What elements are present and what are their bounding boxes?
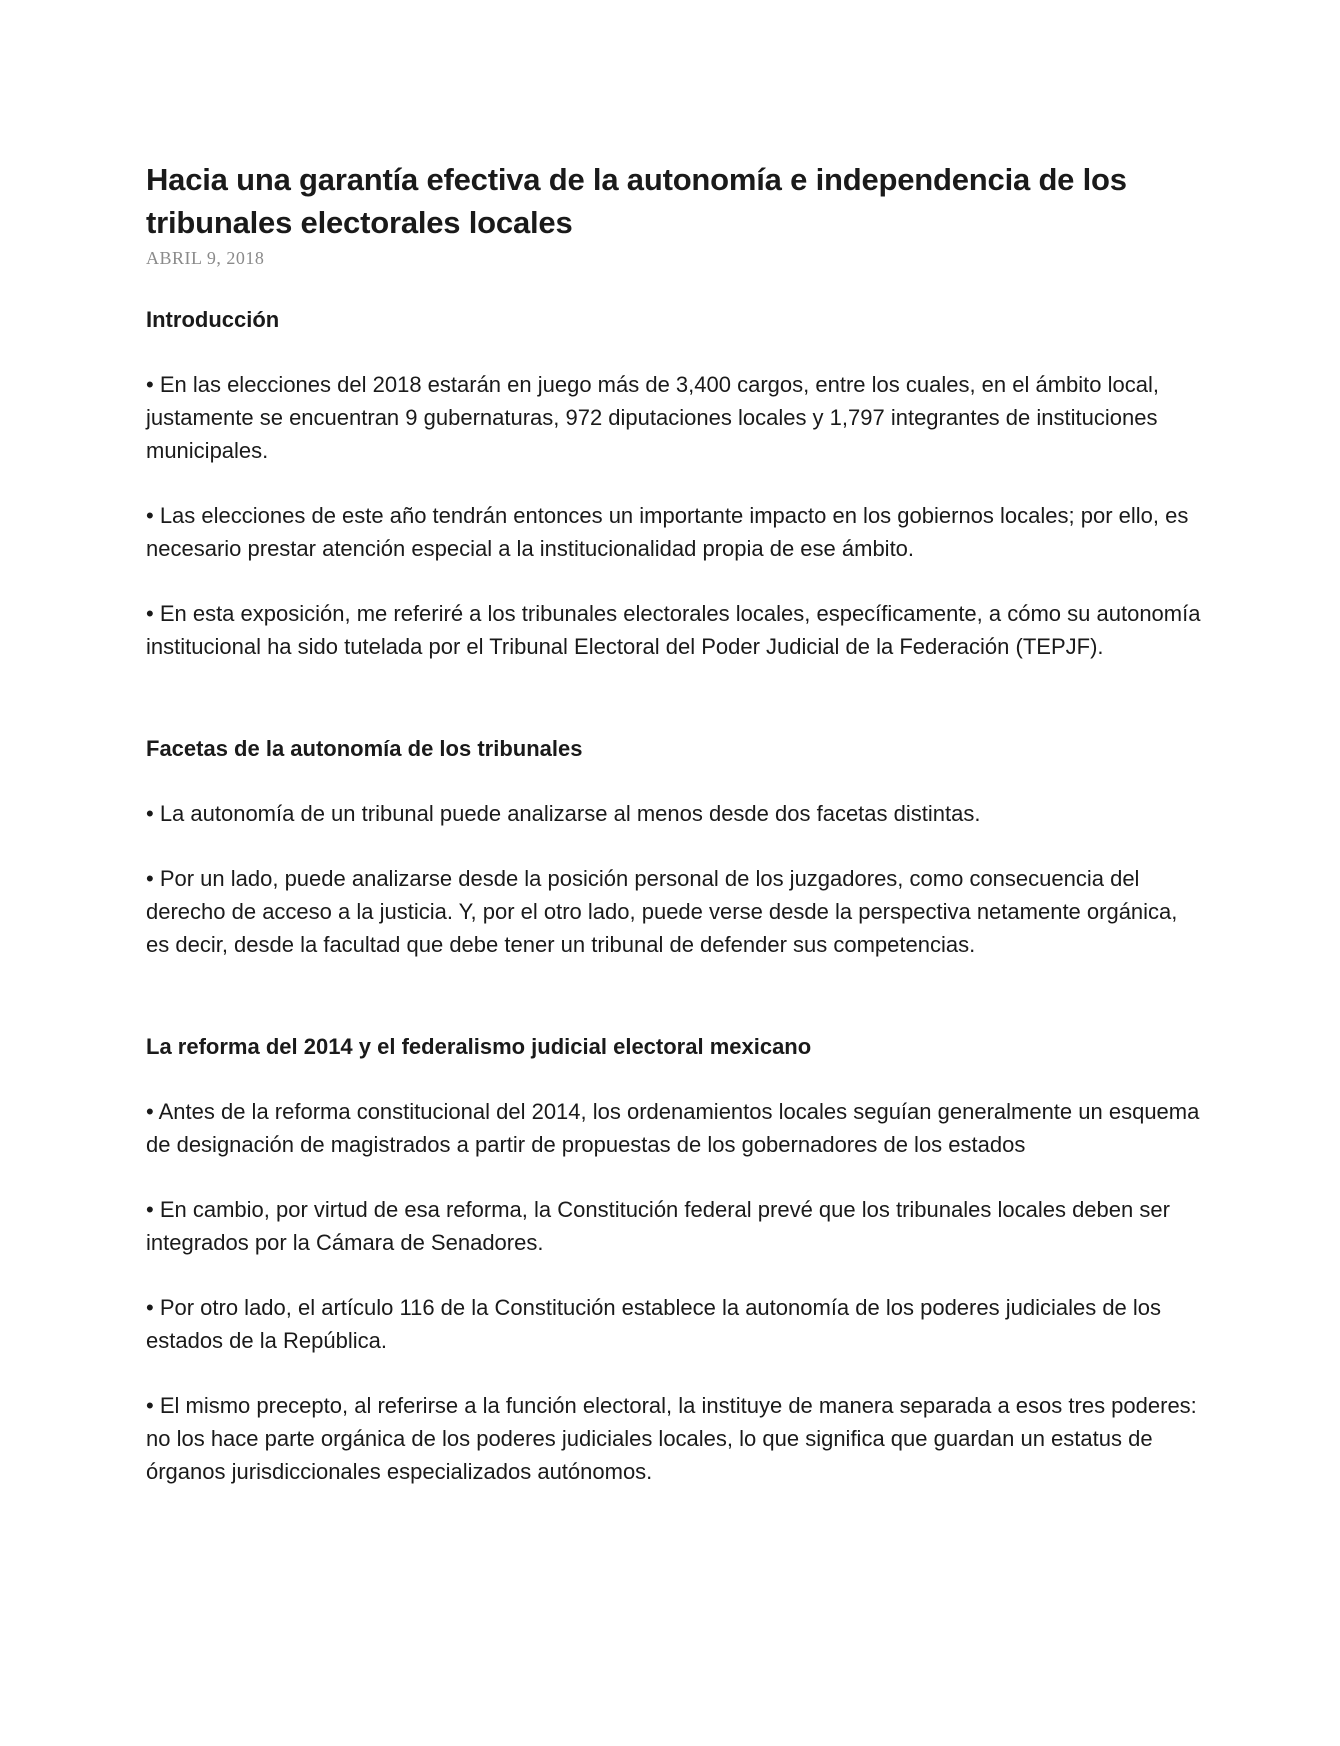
- section-reforma-2014: [146, 1031, 1206, 1488]
- article-date: ABRIL 9, 2018: [146, 248, 265, 268]
- bullet-paragraph: • Por otro lado, el artículo 116 de la Constitución establece la autonomía de los poderes judiciales de los estados de la República.: [146, 1295, 1162, 1353]
- section-introduccion: [146, 304, 1206, 663]
- bullet-paragraph: • El mismo precepto, al referirse a la función electoral, la instituye de manera separada a esos tres poderes: no los hace parte orgánica de los poderes judiciales locales, lo que significa que guardan un estatus de órganos jurisdiccionales especializados autónomos.: [146, 1393, 1197, 1484]
- bullet-paragraph: • Las elecciones de este año tendrán entonces un importante impacto en los gobiernos locales; por ello, es necesario prestar atención especial a la institucionalidad propia de ese ámbito.: [146, 503, 1189, 561]
- bullet-paragraph: • En las elecciones del 2018 estarán en juego más de 3,400 cargos, entre los cuales, en el ámbito local, justamente se encuentran 9 gubernaturas, 972 diputaciones locales y 1,797 integrantes de instituciones municipales.: [146, 372, 1159, 463]
- bullet-paragraph: • En esta exposición, me referiré a los tribunales electorales locales, específicamente, a cómo su autonomía institucional ha sido tutelada por el Tribunal Electoral del Poder Judicial de la Federación (TEPJF).: [146, 601, 1201, 659]
- section-facetas: [146, 733, 1206, 961]
- bullet-paragraph: • La autonomía de un tribunal puede analizarse al menos desde dos facetas distintas.: [146, 801, 981, 826]
- bullet-paragraph: • Por un lado, puede analizarse desde la posición personal de los juzgadores, como consecuencia del derecho de acceso a la justicia. Y, por el otro lado, puede verse desde la perspectiva netamente orgánica, es decir, desde la facultad que debe tener un tribunal de defender sus competencias.: [146, 866, 1178, 957]
- section-heading: Introducción: [146, 307, 280, 332]
- section-heading: La reforma del 2014 y el federalismo judicial electoral mexicano: [146, 1034, 812, 1059]
- article-content: [146, 158, 1206, 1488]
- bullet-paragraph: • En cambio, por virtud de esa reforma, la Constitución federal prevé que los tribunales locales deben ser integrados por la Cámara de Senadores.: [146, 1197, 1170, 1255]
- bullet-paragraph: • Antes de la reforma constitucional del 2014, los ordenamientos locales seguían generalmente un esquema de designación de magistrados a partir de propuestas de los gobernadores de los estados: [146, 1099, 1200, 1157]
- article-title: Hacia una garantía efectiva de la autonomía e independencia de los tribunales electorales locales: [146, 162, 1127, 240]
- section-heading: Facetas de la autonomía de los tribunales: [146, 736, 583, 761]
